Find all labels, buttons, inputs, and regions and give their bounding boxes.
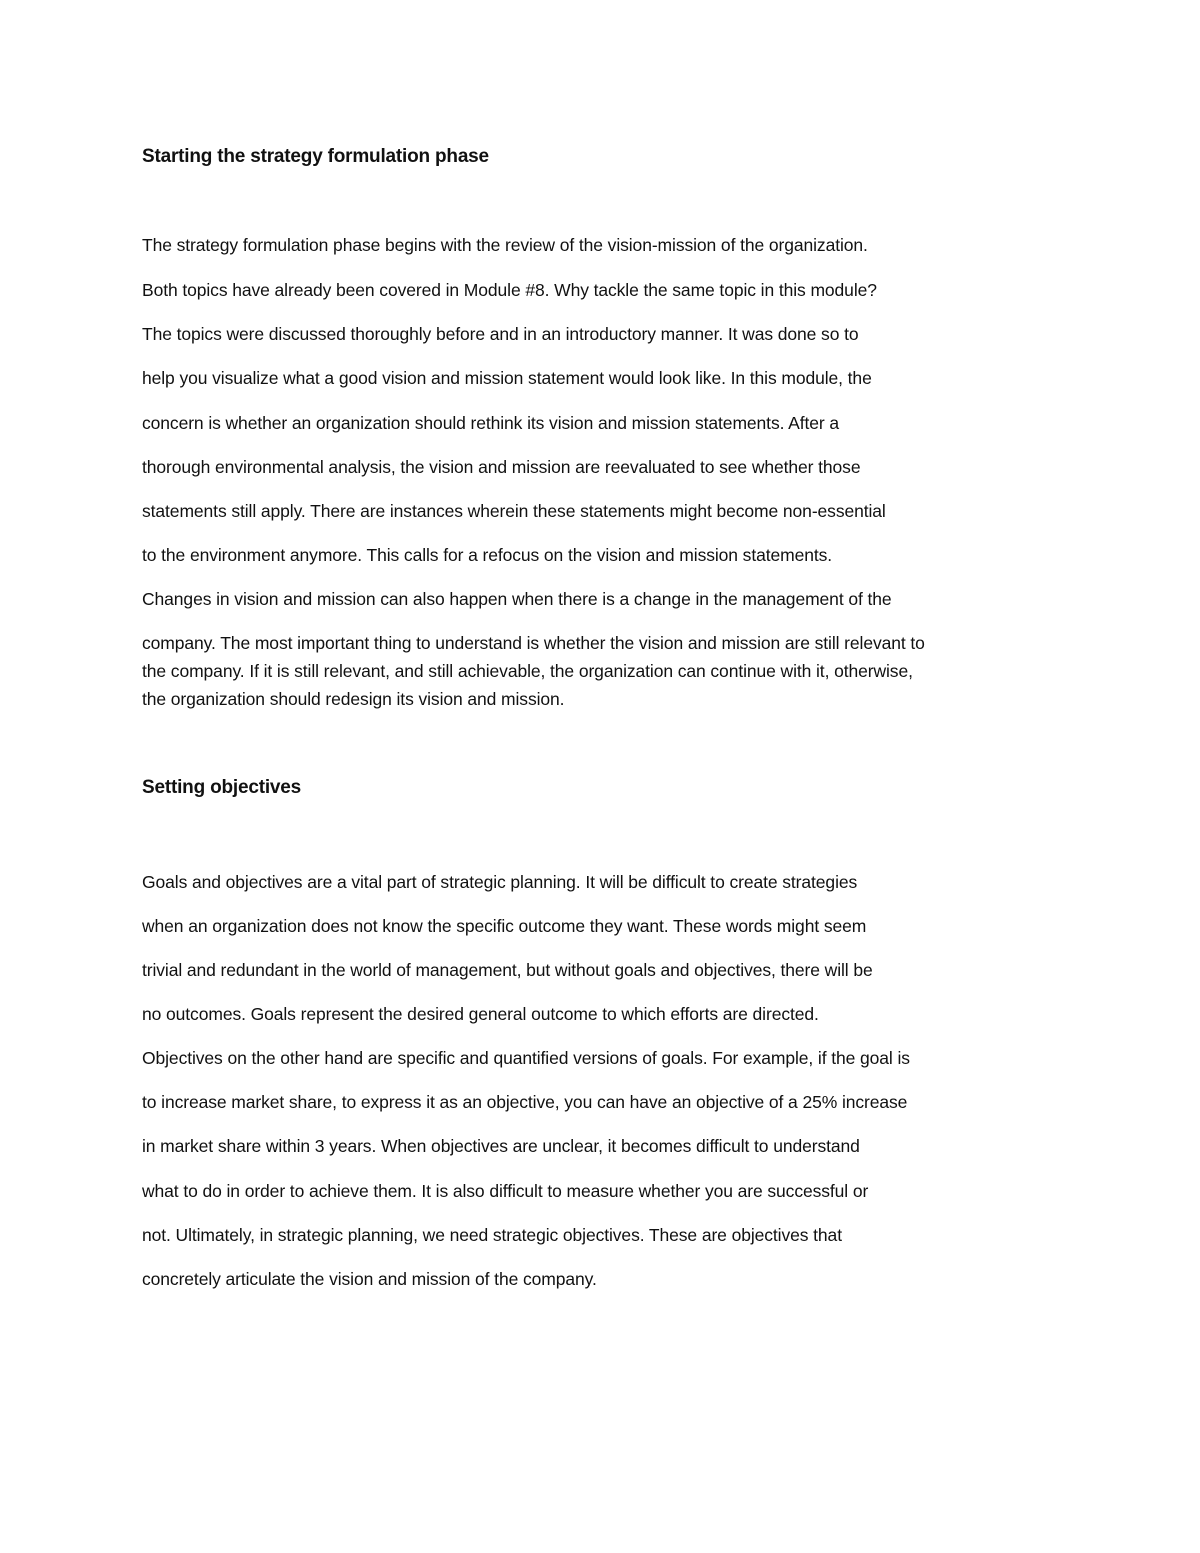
section-heading-setting-objectives: Setting objectives — [142, 777, 301, 798]
paragraph-line: in market share within 3 years. When objectives are unclear, it becomes difficult to understand — [142, 1136, 860, 1156]
paragraph-line: no outcomes. Goals represent the desired general outcome to which efforts are directed. — [142, 1004, 819, 1024]
paragraph-line: the company. If it is still relevant, and still achievable, the organization can continue with it, otherwise, — [142, 661, 913, 681]
paragraph-line: what to do in order to achieve them. It is also difficult to measure whether you are successful or — [142, 1181, 869, 1201]
section-heading-strategy-formulation: Starting the strategy formulation phase — [142, 146, 489, 167]
paragraph-line: The strategy formulation phase begins with the review of the vision-mission of the organization. — [142, 235, 868, 255]
paragraph-line: concern is whether an organization should rethink its vision and mission statements. After a — [142, 413, 840, 433]
paragraph-line: statements still apply. There are instances wherein these statements might become non-essential — [142, 501, 886, 521]
paragraph-line: the organization should redesign its vision and mission. — [142, 689, 565, 709]
paragraph-line: trivial and redundant in the world of management, but without goals and objectives, there will be — [142, 960, 873, 980]
paragraph-line: to the environment anymore. This calls for a refocus on the vision and mission statements. — [142, 545, 833, 565]
paragraph-line: Changes in vision and mission can also happen when there is a change in the management of the — [142, 589, 892, 609]
paragraph-line: Both topics have already been covered in Module #8. Why tackle the same topic in this module? — [142, 280, 877, 300]
paragraph-line: concretely articulate the vision and mission of the company. — [142, 1269, 597, 1289]
paragraph-line: thorough environmental analysis, the vision and mission are reevaluated to see whether those — [142, 457, 861, 477]
paragraph-line: when an organization does not know the specific outcome they want. These words might seem — [142, 916, 867, 936]
paragraph-line: The topics were discussed thoroughly before and in an introductory manner. It was done so to — [142, 324, 859, 344]
paragraph-line: Goals and objectives are a vital part of strategic planning. It will be difficult to create strategies — [142, 872, 858, 892]
paragraph-line: help you visualize what a good vision and mission statement would look like. In this module, the — [142, 368, 872, 388]
paragraph-line: Objectives on the other hand are specific and quantified versions of goals. For example, if the goal is — [142, 1048, 910, 1068]
paragraph-line: company. The most important thing to understand is whether the vision and mission are still relevant to — [142, 633, 925, 653]
paragraph-line: to increase market share, to express it as an objective, you can have an objective of a 25% increase — [142, 1092, 908, 1112]
paragraph-line: not. Ultimately, in strategic planning, we need strategic objectives. These are objectives that — [142, 1225, 842, 1245]
